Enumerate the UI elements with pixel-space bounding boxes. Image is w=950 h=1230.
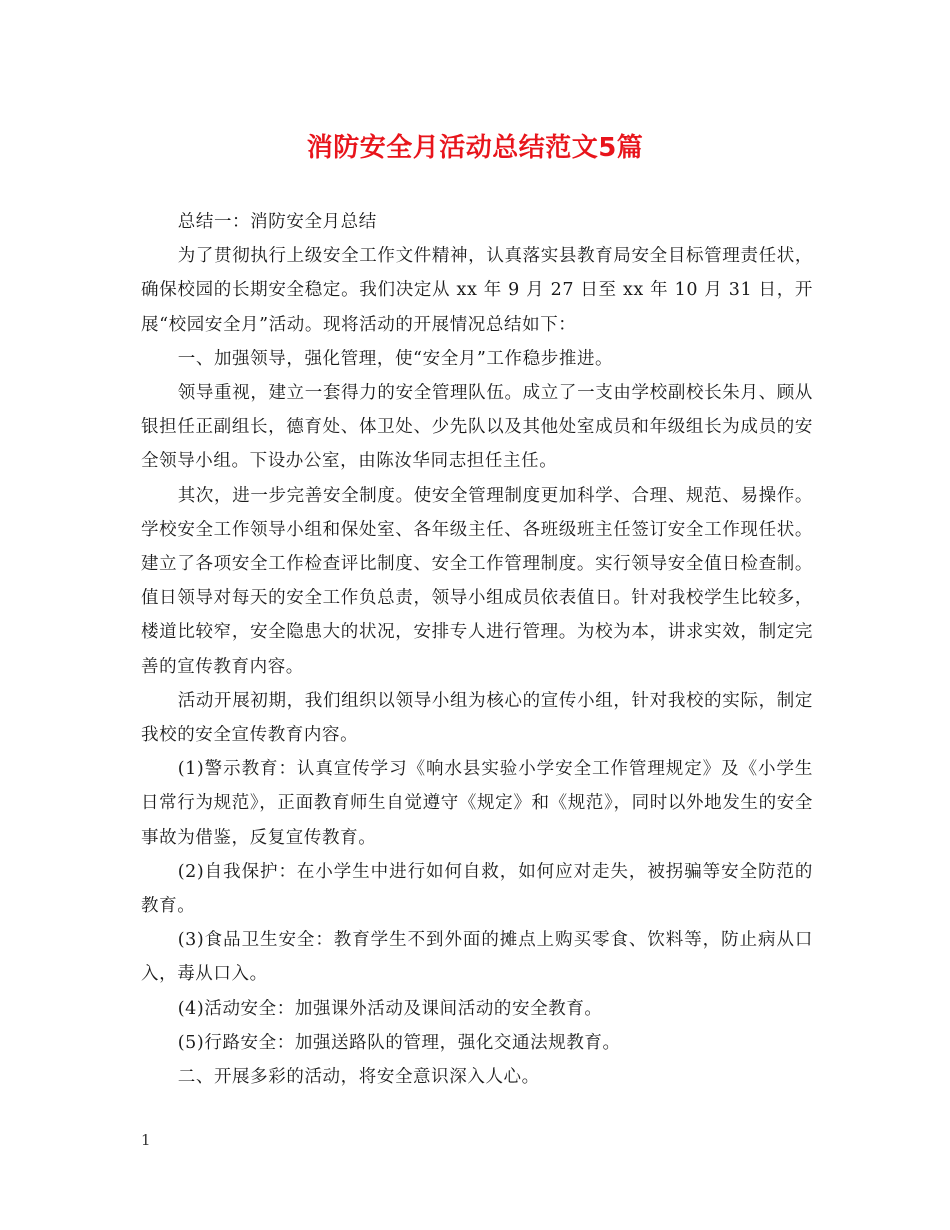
section-heading-one: 一、加强领导，强化管理，使“安全月”工作稳步推进。 — [177, 348, 614, 369]
paragraph-intro: 为了贯彻执行上级安全工作文件精神，认真落实县教育局安全目标管理责任状，确保校园的长期安全稳定。我们决定从 xx 年 9 月 27 日至 xx 年 10 月 31 日，开展“校园安全月”活动。现将活动的开展情况总结如下： — [141, 246, 813, 335]
list-item-self-protection: (2)自我保护：在小学生中进行如何自救，如何应对走失，被拐骗等安全防范的教育。 — [141, 861, 813, 917]
section-heading-two: 二、开展多彩的活动，将安全意识深入人心。 — [177, 1067, 540, 1088]
paragraph-activity-start: 活动开展初期，我们组织以领导小组为核心的宣传小组，针对我校的实际，制定我校的安全宣传教育内容。 — [141, 690, 813, 746]
paragraph-safety-system: 其次，进一步完善安全制度。使安全管理制度更加科学、合理、规范、易操作。学校安全工作领导小组和保处室、各年级主任、各班级班主任签订安全工作现任状。建立了各项安全工作检查评比制度、安全工作管理制度。实行领导安全值日检查制。值日领导对每天的安全工作负总责，领导小组成员依表值日。针对我校学生比较多，楼道比较窄，安全隐患大的状况，安排专人进行管理。为校为本，讲求实效，制定完善的宣传教育内容。 — [141, 485, 813, 677]
section-heading-summary-one: 总结一：消防安全月总结 — [177, 212, 377, 232]
list-item-warning-education: (1)警示教育：认真宣传学习《响水县实验小学安全工作管理规定》及《小学生日常行为规范》，正面教育师生自觉遵守《规定》和《规范》，同时以外地发生的安全事故为借鉴，反复宣传教育。 — [141, 759, 813, 848]
paragraph-leadership: 领导重视，建立一套得力的安全管理队伍。成立了一支由学校副校长朱月、顾从银担任正副组长，德育处、体卫处、少先队以及其他处室成员和年级组长为成员的安全领导小组。下设办公室，由陈汝华同志担任主任。 — [141, 383, 813, 472]
list-item-activity-safety: (4)活动安全：加强课外活动及课间活动的安全教育。 — [177, 998, 603, 1019]
document-title: 消防安全月活动总结范文5篇 — [306, 133, 644, 163]
list-item-food-safety: (3)食品卫生安全：教育学生不到外面的摊点上购买零食、饮料等，防止病从口入，毒从口入。 — [141, 930, 813, 985]
list-item-road-safety: (5)行路安全：加强送路队的管理，强化交通法规教育。 — [177, 1032, 621, 1053]
document-body — [141, 205, 813, 1094]
page-number: 1 — [141, 1131, 151, 1149]
